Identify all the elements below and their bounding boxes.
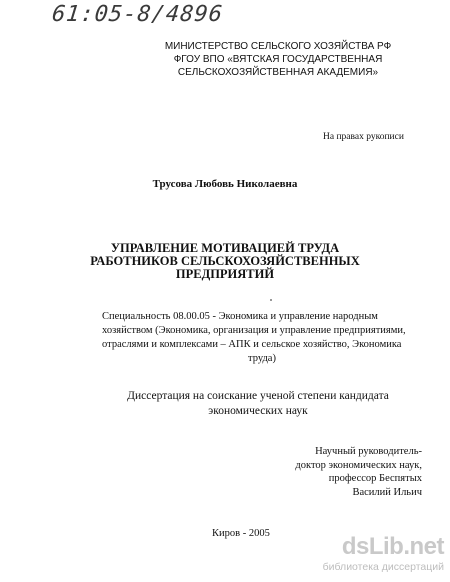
title-line: РАБОТНИКОВ СЕЛЬСКОХОЗЯЙСТВЕННЫХ bbox=[90, 254, 360, 268]
watermark-logo: dsLib.net bbox=[341, 533, 444, 560]
degree-line: Диссертация на соискание ученой степени кандидата bbox=[127, 390, 389, 402]
title-line: ПРЕДПРИЯТИЙ bbox=[175, 267, 275, 281]
dissertation-title bbox=[0, 242, 450, 281]
scientific-advisor bbox=[262, 445, 422, 499]
institution-line: ФГОУ ВПО «ВЯТСКАЯ ГОСУДАРСТВЕННАЯ bbox=[173, 54, 383, 65]
specialty-line: отраслями и комплексами – АПК и сельское хозяйство, Экономика bbox=[102, 339, 402, 350]
specialty-line: Специальность 08.00.05 - Экономика и управление народным bbox=[102, 311, 378, 322]
watermark-subtitle: библиотека диссертаций bbox=[322, 561, 444, 573]
rights-note: На правах рукописи bbox=[323, 132, 404, 142]
advisor-line: доктор экономических наук, bbox=[295, 459, 422, 471]
place-and-year: Киров - 2005 bbox=[212, 528, 270, 539]
advisor-line: Научный руководитель- bbox=[315, 446, 422, 457]
title-line: УПРАВЛЕНИЕ МОТИВАЦИЕЙ ТРУДА bbox=[110, 241, 340, 255]
institution-line: СЕЛЬСКОХОЗЯЙСТВЕННАЯ АКАДЕМИЯ» bbox=[177, 67, 379, 78]
institution-header bbox=[148, 40, 408, 79]
specialty-line: труда) bbox=[248, 353, 276, 364]
degree-line: экономических наук bbox=[208, 404, 308, 417]
specialty-block bbox=[102, 310, 422, 366]
author-name: Трусова Любовь Николаевна bbox=[152, 178, 298, 190]
advisor-line: профессор Беспятых bbox=[328, 473, 422, 484]
specialty-line: хозяйством (Экономика, организация и управление предприятиями, bbox=[102, 325, 406, 336]
degree-statement bbox=[98, 389, 418, 418]
advisor-line: Василий Ильич bbox=[352, 486, 422, 498]
institution-line: МИНИСТЕРСТВО СЕЛЬСКОГО ХОЗЯЙСТВА РФ bbox=[164, 41, 392, 52]
dslib-watermark bbox=[274, 534, 444, 578]
scan-speck bbox=[270, 299, 272, 301]
archive-number-stamp: 61:05-8/4896 bbox=[50, 2, 225, 27]
